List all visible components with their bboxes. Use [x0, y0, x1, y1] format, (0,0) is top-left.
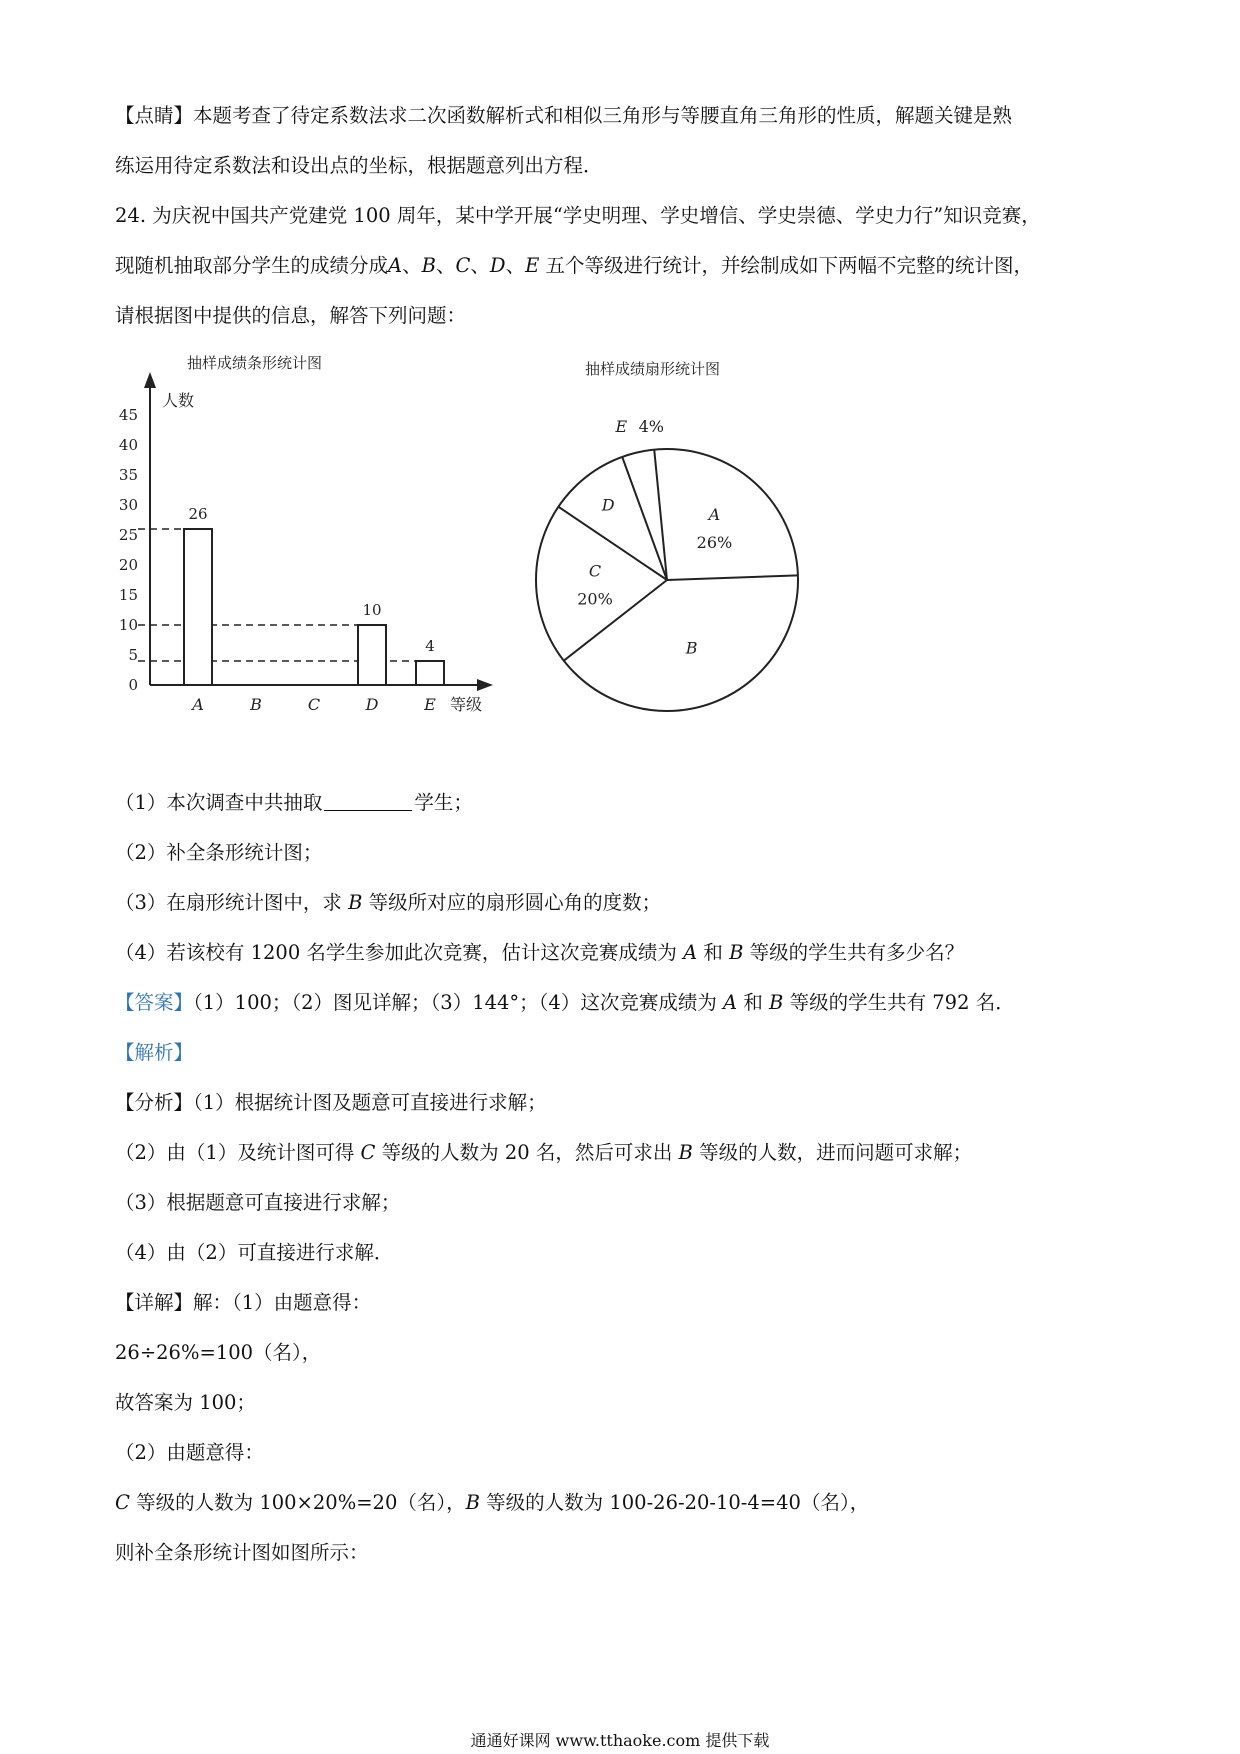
note-line-2: 练运用待定系数法和设出点的坐标，根据题意列出方程．	[115, 154, 603, 177]
y-tick-label: 0	[128, 676, 138, 694]
y-tick-label: 45	[118, 406, 138, 424]
slice-label-A: A	[708, 504, 721, 524]
bar-A	[184, 529, 212, 685]
x-tick-E: E	[424, 695, 436, 714]
slice-pct-E: 4%	[638, 416, 665, 436]
bar-D	[358, 625, 386, 685]
slice-label-D: D	[601, 495, 615, 515]
bar-chart-title: 抽样成绩条形统计图	[187, 354, 323, 372]
detail-line-3: 故答案为 100；	[115, 1391, 256, 1414]
pie-chart	[530, 385, 830, 725]
y-tick-label: 5	[128, 646, 138, 664]
question-24-line-2: 现随机抽取部分学生的成绩分成A、B、C、D、E 五个等级进行统计，并绘制成如下两幅不完整的统计图，	[115, 254, 1034, 277]
answer-blank	[324, 792, 412, 811]
question-24-line-3: 请根据图中提供的信息，解答下列问题：	[115, 304, 467, 327]
detail-line-6: 则补全条形统计图如图所示：	[115, 1541, 369, 1564]
x-axis-arrow	[477, 679, 493, 691]
analysis-line-2: （2）由（1）及统计图可得 C 等级的人数为 20 名，然后可求出 B 等级的人数，进而问题可求解；	[115, 1141, 973, 1164]
slice-label-B: B	[685, 638, 698, 658]
y-tick-label: 30	[118, 496, 138, 514]
note-line-1: 【点睛】本题考查了待定系数法求二次函数解析式和相似三角形与等腰直角三角形的性质，解题关键是熟	[115, 104, 1013, 127]
x-tick-A: A	[192, 695, 204, 714]
analysis-line-3: （3）根据题意可直接进行求解；	[115, 1191, 401, 1214]
y-tick-label: 15	[118, 586, 138, 604]
slice-label-E: E	[615, 416, 628, 436]
analysis-line-1: 【分析】（1）根据统计图及题意可直接进行求解；	[115, 1091, 547, 1114]
data-label-A: 26	[188, 505, 208, 523]
data-label-D: 10	[362, 601, 382, 619]
slice-label-C: C	[588, 561, 602, 581]
question-24-line-1: 24. 为庆祝中国共产党建党 100 周年，某中学开展“学史明理、学史增信、学史崇德、学史力行”知识竞赛，	[115, 204, 1041, 227]
slice-pct-A: 26%	[696, 532, 733, 552]
question-4: （4）若该校有 1200 名学生参加此次竞赛，估计这次竞赛成绩为 A 和 B 等级的学生共有多少名？	[115, 941, 965, 964]
data-label-E: 4	[425, 637, 435, 655]
bar-E	[416, 661, 444, 685]
slice-pct-C: 20%	[577, 589, 613, 609]
question-1: （1）本次调查中共抽取 学生；	[115, 791, 473, 814]
question-3: （3）在扇形统计图中，求 B 等级所对应的扇形圆心角的度数；	[115, 891, 662, 914]
y-tick-label: 40	[118, 436, 138, 454]
analysis-tag: 【解析】	[115, 1041, 194, 1064]
question-2: （2）补全条形统计图；	[115, 841, 323, 864]
x-tick-B: B	[250, 695, 262, 714]
answer-line: 【答案】（1）100；（2）图见详解；（3）144°；（4）这次竞赛成绩为 A 和 B 等级的学生共有 792 名．	[115, 991, 1015, 1014]
page-footer: 通通好课网 www.tthaoke.com 提供下载	[470, 1731, 770, 1750]
y-tick-label: 10	[118, 616, 138, 634]
y-tick-label: 35	[118, 466, 138, 484]
x-axis-label: 等级	[450, 695, 483, 714]
y-tick-label: 25	[118, 526, 138, 544]
detail-line-2: 26÷26%=100（名），	[115, 1341, 322, 1364]
analysis-line-4: （4）由（2）可直接进行求解．	[115, 1241, 394, 1264]
bar-chart	[115, 360, 515, 720]
x-tick-D: D	[365, 695, 379, 714]
y-tick-label: 20	[118, 556, 138, 574]
pie-chart-title: 抽样成绩扇形统计图	[585, 360, 721, 378]
x-tick-C: C	[307, 695, 321, 714]
y-axis-label: 人数	[162, 391, 195, 410]
detail-line-5: C 等级的人数为 100×20%=20（名），B 等级的人数为 100-26-20-10-4=40（名），	[115, 1491, 870, 1514]
detail-line-4: （2）由题意得：	[115, 1441, 264, 1464]
y-axis-arrow	[144, 372, 156, 388]
detail-line-1: 【详解】解：（1）由题意得：	[115, 1291, 372, 1314]
